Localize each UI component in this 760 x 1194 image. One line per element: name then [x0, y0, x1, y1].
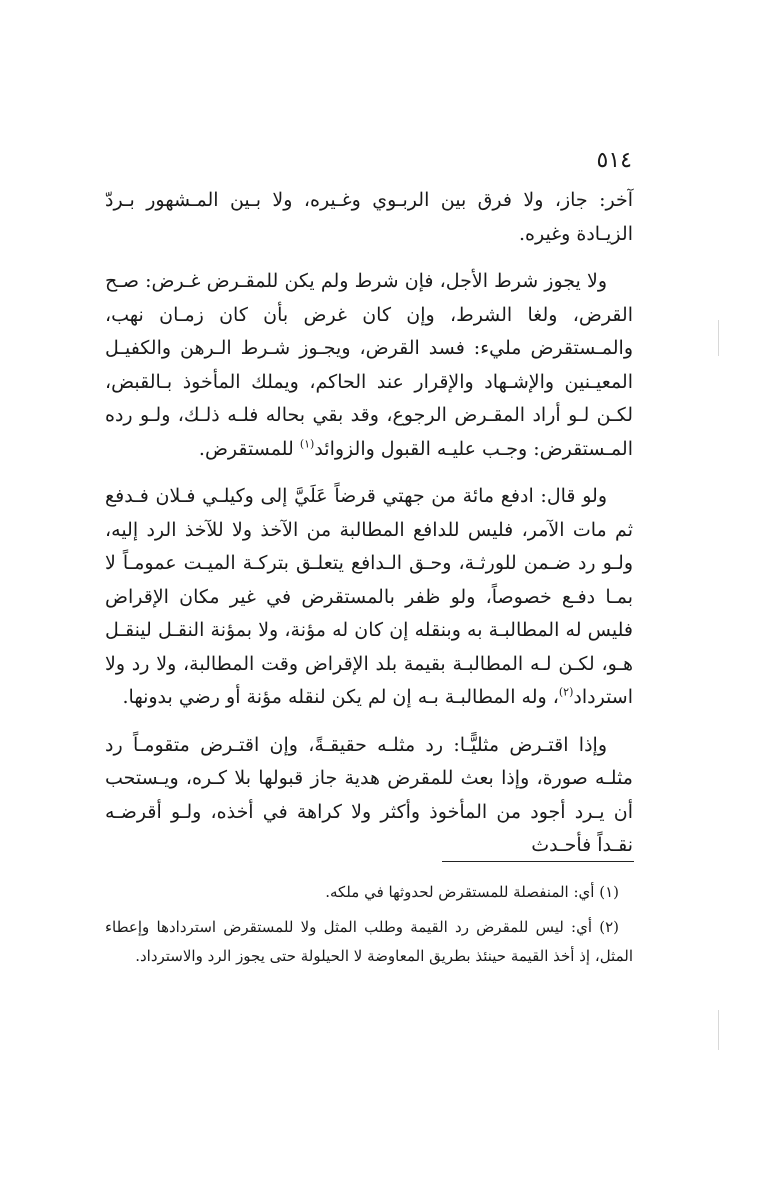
- paragraph-3-tail: ، وله المطالبـة بـه إن لم يكن لنقله مؤنة أو رضي بدونها.: [122, 686, 559, 708]
- paragraph-4: وإذا اقتـرض مثليًّـا: رد مثلـه حقيقـةً، وإن اقتـرض متقومـاً رد مثلـه صورة، وإذا بعث للمقرض هدية جاز قبولها بلا كـره، ويـستحب أن يـرد أجود من المأخوذ وأكثر ولا كراهة في أخذه، ولـو أقرضـه نقـداً فأحـدث: [105, 733, 633, 856]
- paragraph-2-tail: للمستقرض.: [198, 437, 300, 460]
- main-text: [105, 184, 633, 877]
- page-number: ٥١٤: [596, 148, 632, 173]
- footnote-2: (٢) أي: ليس للمقرض رد القيمة وطلب المثل ولا للمستقرض استردادها وإعطاء المثل، إذ أخذ القيمة حينئذ بطريق المعاوضة لا الحيلولة حتى يجوز الرد والاسترداد.: [105, 918, 633, 965]
- footnote-1: (١) أي: المنفصلة للمستقرض لحدوثها في ملكه.: [325, 883, 619, 901]
- footnote-ref-1: (١): [299, 437, 315, 451]
- footnotes: [105, 878, 633, 977]
- footnote-ref-2: (٢): [558, 685, 574, 699]
- footnote-separator: [442, 861, 634, 862]
- paragraph-2: [105, 265, 633, 466]
- paragraph-1: آخر: جاز، ولا فرق بين الربـوي وغـيره، ولا بـين المـشهور بـردّ الزيـادة وغيره.: [105, 189, 633, 245]
- scan-margin-mark: [718, 1010, 719, 1050]
- scan-margin-mark: [718, 320, 719, 356]
- paragraph-3-text: ولو قال: ادفع مائة من جهتي قرضاً عَلَيَّ إلى وكيلـي فـلان فـدفع ثم مات الآمر، فليس للدافع المطالبة من الآخذ ولا للآخذ الرد إليه، ولـو رد ضـمن للورثـة، وحـق الـدافع يتعلـق بتركـة الميـت عمومـاً لا بمـا دفـع خصوصاً، ولو ظفر بالمستقرض في غير مكان الإقراض فليس له المطالبـة به وبنقله إن كان له مؤنة، ولا بمؤنة النقـل لينقـل هـو، لكـن لـه المطالبـة بقيمة بلد الإقراض وقت المطالبة، ولا رد ولا استرداد: [105, 485, 633, 708]
- paragraph-2-text: ولا يجوز شرط الأجل، فإن شرط ولم يكن للمقـرض غـرض: صـح القرض، ولغا الشرط، وإن كان غرض بأن كان زمـان نهب، والمـستقرض مليء: فسد القرض، ويجـوز شـرط الـرهن والكفيـل المعيـنين والإشـهاد والإقرار عند الحاكم، ويملك المأخوذ بـالقبض، لكـن لـو أراد المقـرض الرجوع، وقد بقي بحاله فلـه ذلـك، ولـو رده المـستقرض: وجـب عليـه القبول والزوائد: [105, 270, 633, 460]
- paragraph-3: [105, 480, 633, 715]
